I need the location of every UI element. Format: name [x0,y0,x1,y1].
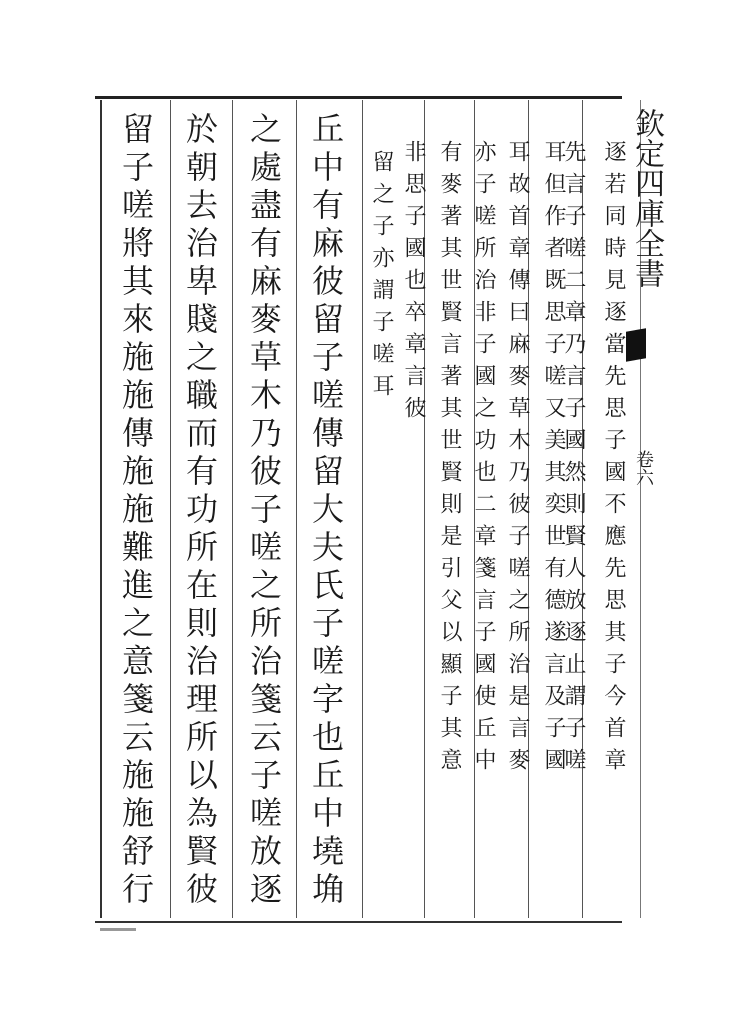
text-column-8: 留之子亦謂子嗟耳 [369,150,394,406]
column-rule [232,100,233,918]
text-column-4: 耳故首章傳曰麻麥草木乃彼子嗟之所治是言麥 [505,140,530,780]
text-column-12: 留子嗟將其來施施傳施施難進之意箋云施施舒行 [117,112,155,910]
column-rule [170,100,171,918]
text-column-10: 之處盡有麻麥草木乃彼子嗟之所治箋云子嗟放逐 [245,112,283,910]
book-title: 欽定四庫全書 [629,108,664,288]
text-column-7: 非思子國也卒章言彼 [401,140,426,428]
text-column-9: 丘中有麻彼留子嗟傳留大夫氏子嗟字也丘中墝埆 [307,112,345,910]
text-column-1: 逐若同時見逐當先思子國不應先思其子今首章 [601,140,626,780]
text-column-11: 於朝去治卑賤之職而有功所在則治理所以為賢彼 [181,112,219,910]
text-column-2: 先言子嗟二章乃言子國然則賢人放逐止謂子嗟 [561,140,586,780]
text-column-5: 亦子嗟所治非子國之功也二章箋言子國使丘中 [471,140,496,780]
text-column-3: 耳但作者既思子嗟又美其奕世有德遂言及子國 [541,140,566,780]
fish-tail-mark [626,328,646,362]
volume-label: 卷六 [633,450,654,486]
text-column-6: 有麥著其世賢言著其世賢則是引父以顯子其意 [437,140,462,780]
scan-speck [100,928,136,931]
frame-left-border [100,100,102,918]
column-rule [362,100,363,918]
column-rule [296,100,297,918]
